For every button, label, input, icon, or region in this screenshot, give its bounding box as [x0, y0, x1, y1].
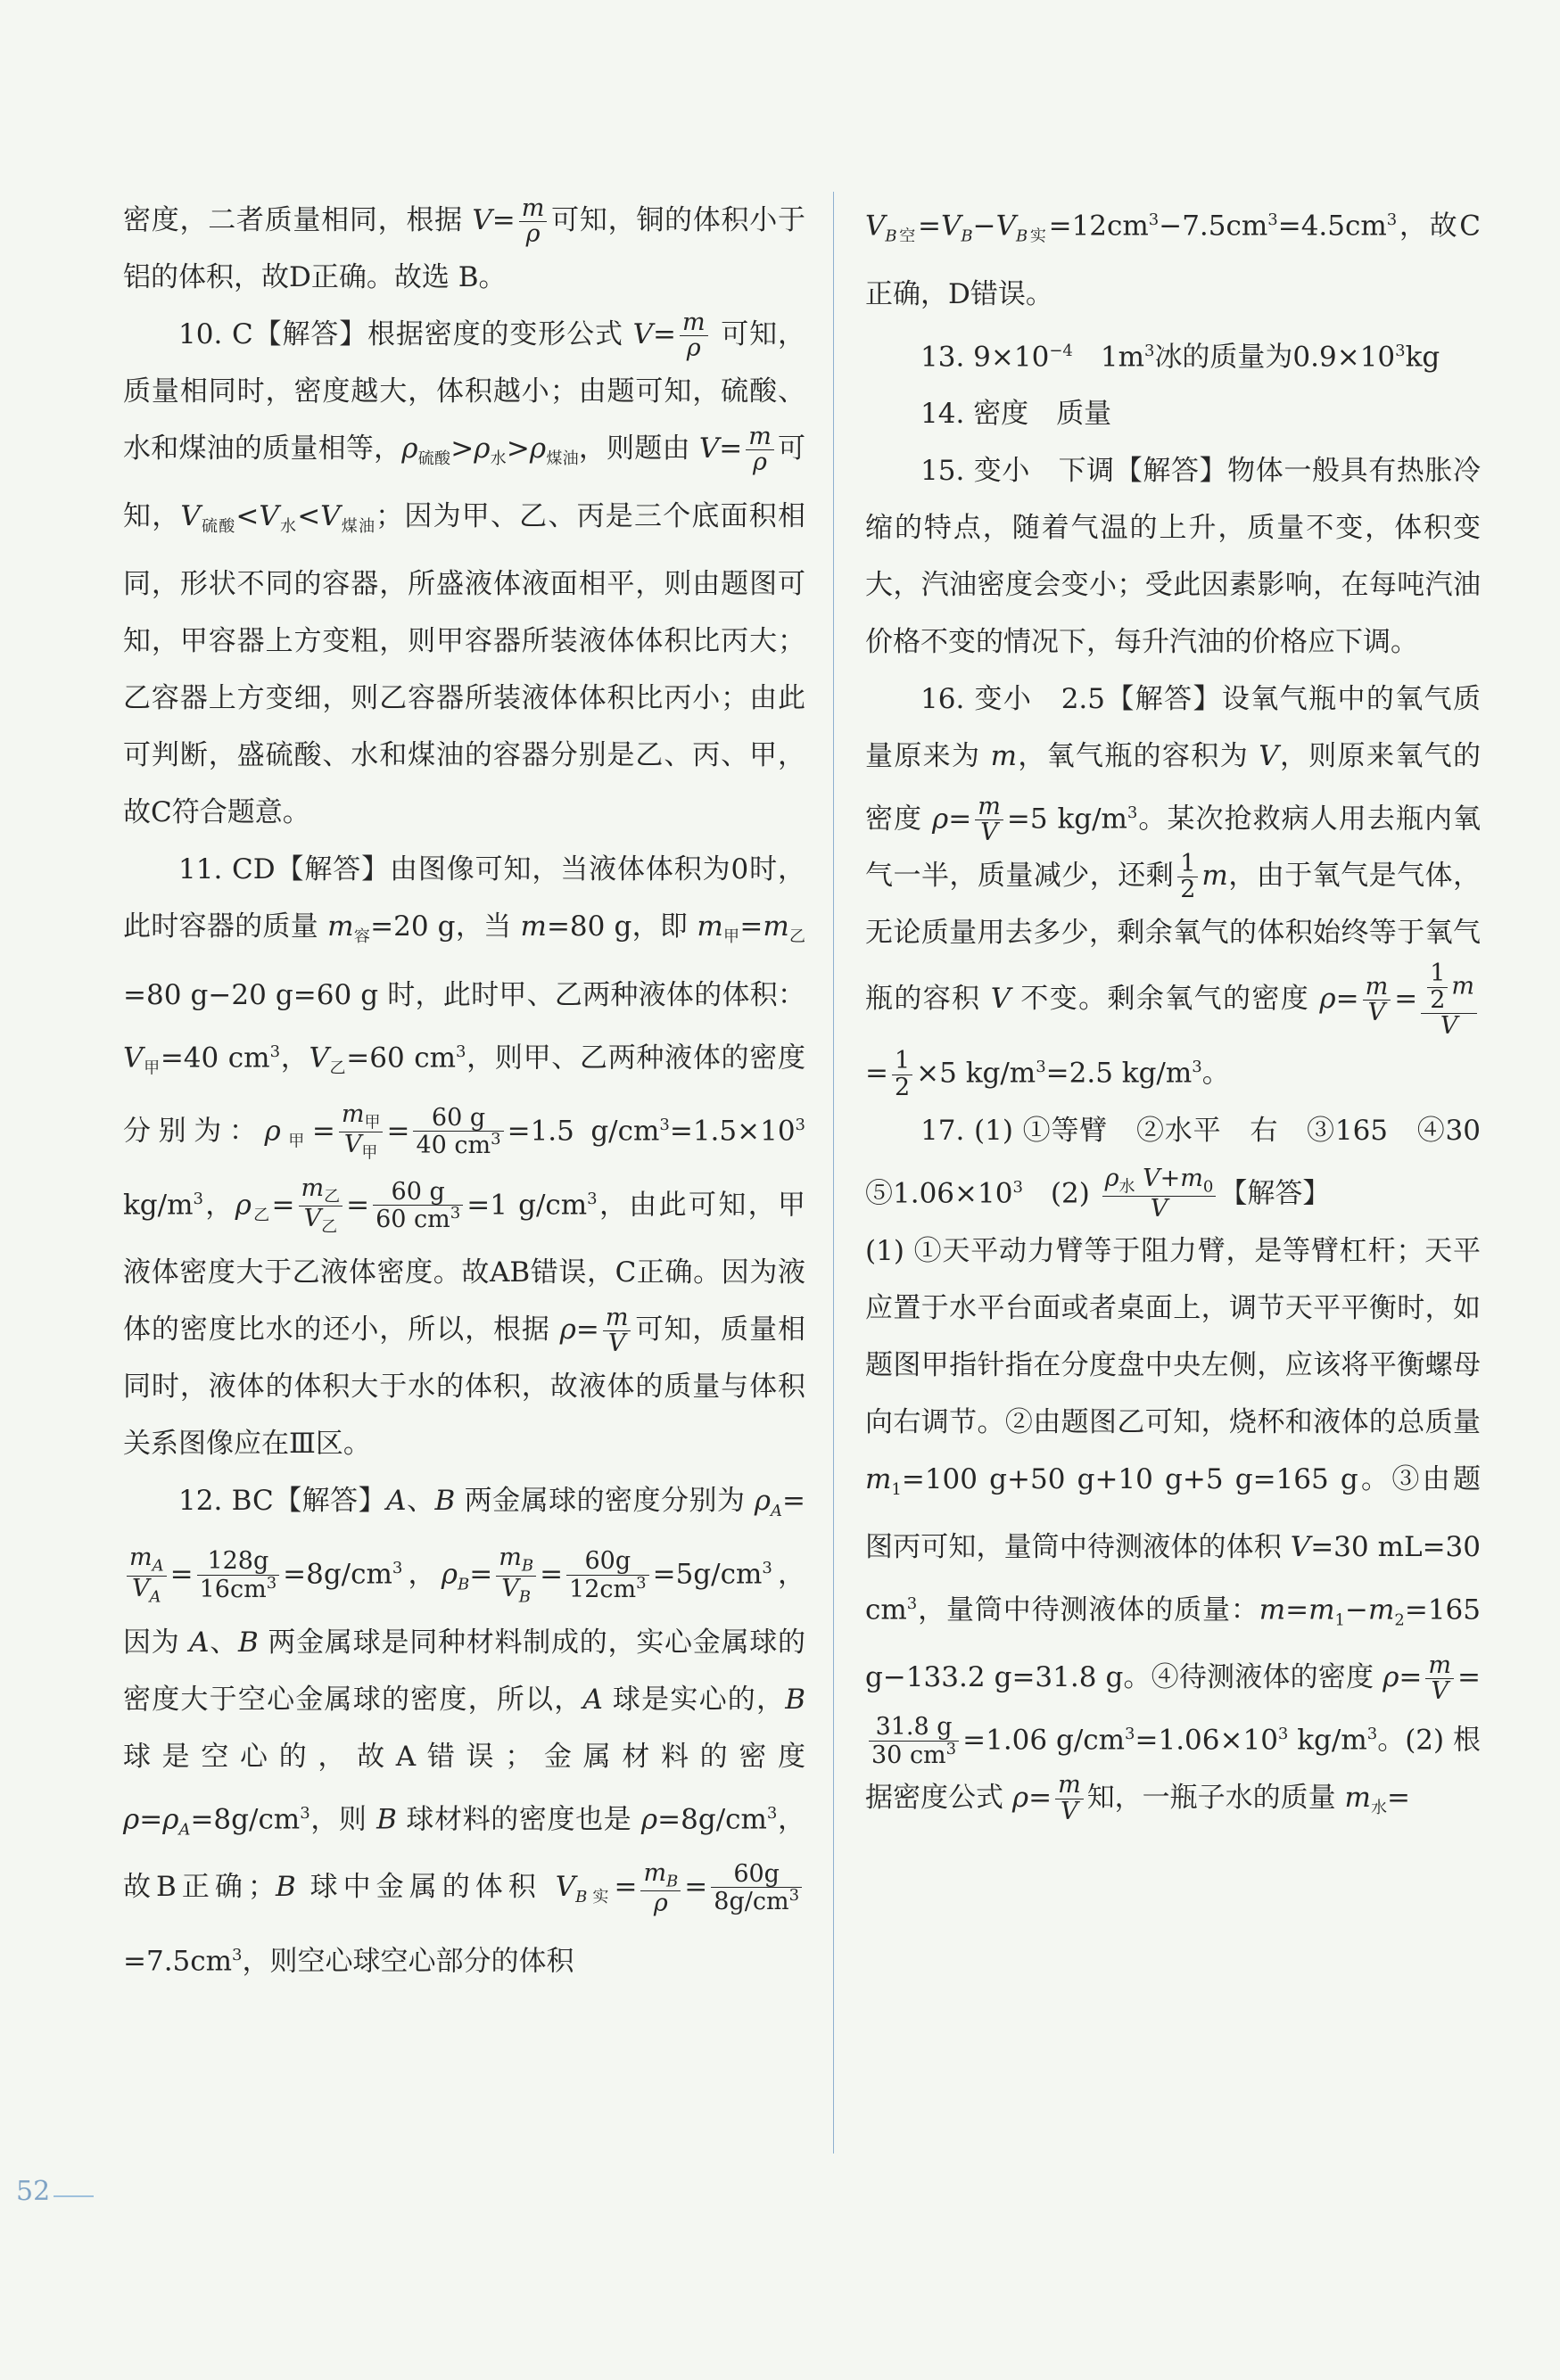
left-paragraph-2: 10. C【解答】根据密度的变形公式 V= $\frac{m}{\rho}$ 可知，质量相同时，密度越大，体积越小；由题可知，硫酸、水和煤油的质量相等，$\rho_{硫酸}>\rho_水>\rho_{煤油}$，则题由 V= $\frac{m}{\rho}$ 可知，$V_{硫酸}<V_水<V_{煤油}$；因为甲、乙、丙是三个底面积相同，形状不同的容器，所盛液体液面相平，则由题图可知，甲容器上方变粗，则甲容器所装液体体积比丙大；乙容器上方变细，则乙容器所装液体体积比丙小；由此可判断，盛硫酸、水和煤油的容器分别是乙、丙、甲，故C符合题意。 [123, 308, 806, 829]
right-paragraph-4: 15. 变小 下调【解答】物体一般具有热胀冷缩的特点，随着气温的上升，质量不变，体积变大，汽油密度会变小；受此因素影响，在每吨汽油价格不变的情况下，每升汽油的价格应下调。 [865, 454, 1481, 658]
left-paragraph-3: 11. CD【解答】由图像可知，当液体体积为0时，此时容器的质量 $m_容=20$ g，当 m=80 g，即 $m_甲=m_乙=80$ g−20 g=60 g 时，此时甲、乙两种液体的体积：$V_甲=40$ $cm^3$，$V_乙=60$ $cm^3$，则甲、乙两种液体的密度分别为：$\rho_甲=$ $\frac{m_甲}{V_甲}$ = $\frac{60 g}{40 cm^3}$ =1.5 $g/cm^3=1.5\times 10^3$ $kg/m^3$，$\rho_乙=$ $\frac{m_乙}{V_乙}$ = $\frac{60 g}{60 cm^3}$ =1 $g/cm^3$，由此可知，甲液体密度大于乙液体密度。故AB错误，C正确。因为液体的密度比水的还小，所以，根据 ρ= $\frac{m}{V}$ 可知，质量相同时，液体的体积大于水的体积，故液体的质量与体积关系图像应在Ⅲ区。 [123, 853, 806, 1461]
right-paragraph-7: (1) ①天平动力臂等于阻力臂，是等臂杠杆；天平应置于水平台面或者桌面上，调节天平平衡时，如题图甲指针指在分度盘中央左侧，应该将平衡螺母向右调节。②由题图乙可知，烧杯和液体的总质量 $m_1=100$ g+50 g+10 g+5 g=165 g。③由题图丙可知，量筒中待测液体的体积 V=30 mL=30 $cm^3$，量筒中待测液体的质量：$m=m_1-m_2=165$ g−133.2 g=31.8 g。④待测液体的密度 ρ= $\frac{m}{V}$ = $\frac{31.8 g}{30 cm^3}$ =1.06 $g/cm^3=1.06\times 10^3$ $kg/m^3$。(2) 根据密度公式 ρ= $\frac{m}{V}$ 知，一瓶子水的质量 $m_水=$ [865, 1234, 1481, 1825]
left-column [123, 192, 805, 1989]
right-paragraph-3: 14. 密度 质量 [920, 397, 1112, 430]
column-divider [833, 192, 834, 2154]
right-paragraph-2: 13. $9\times 10^{-4}$ $1m^3$冰的质量为$0.9\times 10^3kg$ [920, 340, 1440, 373]
page-number: 52 [16, 2176, 51, 2207]
left-paragraph-1: 密度，二者质量相同，根据 V= $\frac{m}{\rho}$ 可知，铜的体积小于铝的体积，故D正确。故选 B。 [123, 194, 805, 293]
left-paragraph-4: 12. BC【解答】A、B 两金属球的密度分别为 $\rho_A=$ $\frac{m_A}{V_A}$ = $\frac{128g}{16cm^3}$ $=8g/cm^3$，$\rho_B=$ $\frac{m_B}{V_B}$ = $\frac{60g}{12cm^3}$ $=5g/cm^3$，因为 A、B 两金属球是同种材料制成的，实心金属球的密度大于空心金属球的密度，所以，A 球是实心的，B 球是空心的，故A错误；金属材料的密度 $\rho=\rho_A=8g/cm^3$，则 B 球材料的密度也是 $\rho=8g/cm^3$，故B正确；B 球中金属的体积 $V_{B实}=$ $\frac{m_B}{\rho}$ = $\frac{60g}{8g/cm^3}$ $=7.5cm^3$，则空心球空心部分的体积 [123, 1485, 806, 1977]
page-number-rule [54, 2195, 94, 2197]
right-paragraph-6: 17. (1) ①等臂 ②水平 右 ③165 ④30 $⑤1.06\times 10^3$ (2) $\frac{\rho_水 V+m_0}{V}$ 【解答】 [865, 1114, 1508, 1223]
right-column [865, 192, 1508, 1837]
right-paragraph-1: $V_{B空}=V_B-V_{B实}=12cm^3-7.5cm^3=4.5cm^3$，故C正确，D错误。 [865, 210, 1482, 310]
right-paragraph-5: 16. 变小 2.5【解答】设氧气瓶中的氧气质量原来为 m，氧气瓶的容积为 V，则原来氧气的密度 ρ= $\frac{m}{V}$ =5 $kg/m^3$。某次抢救病人用去瓶内氧气一半，质量减少，还剩 $\frac{1}{2}$ m，由于氧气是气体，无论质量用去多少，剩余氧气的体积始终等于氧气瓶的容积 V 不变。剩余氧气的密度 ρ= $\frac{m}{V}$ = $\frac{1}{2}$ m V = $\frac{1}{2}$ ×5 $kg/m^3=2.5$ $kg/m^3$。 [865, 682, 1482, 1101]
